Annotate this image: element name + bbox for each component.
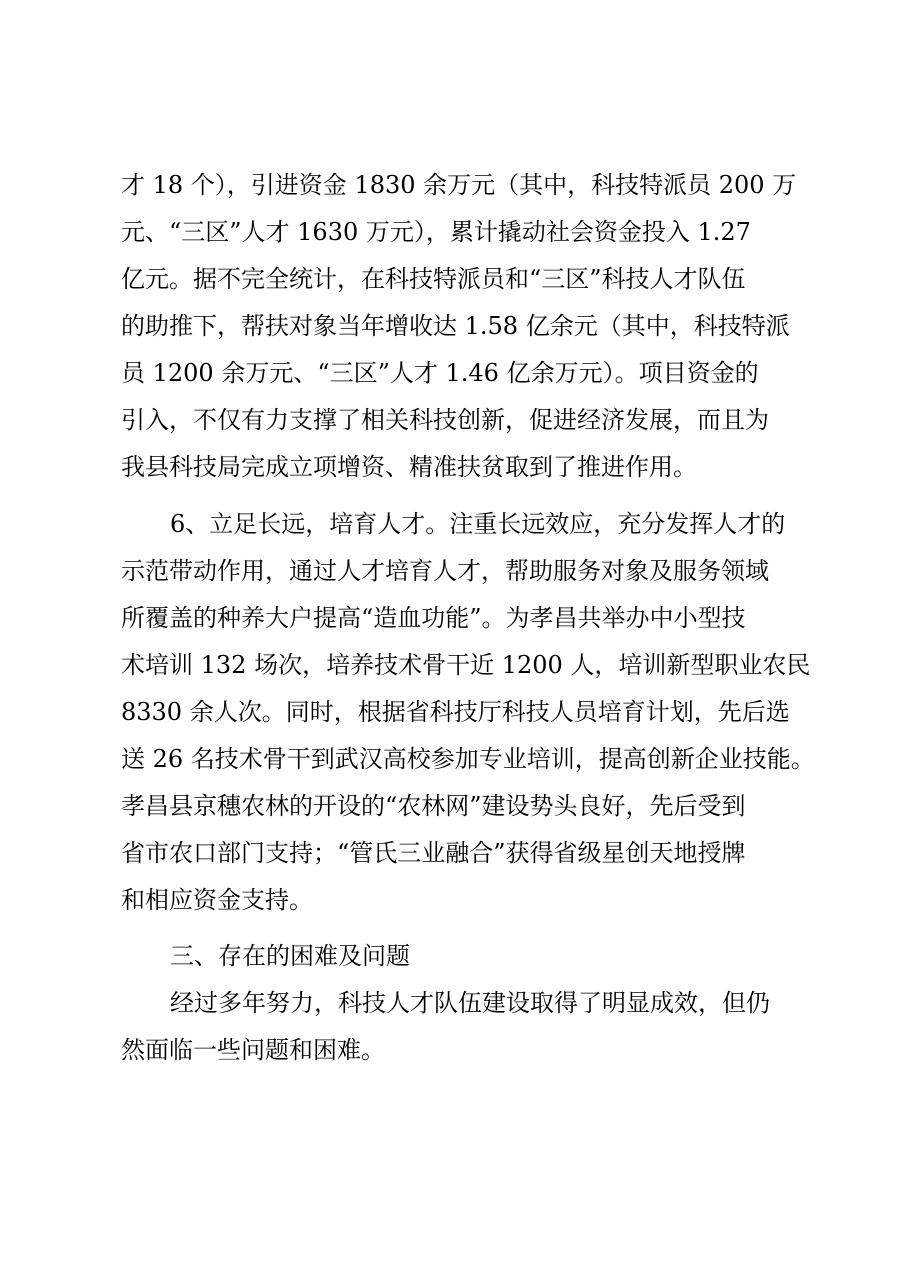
text-line: 员 1200 余万元、“三区”人才 1.46 亿余万元）。项目资金的 [121,359,759,387]
text-line: 和相应资金支持。 [121,886,313,914]
text-line: 术培训 132 场次，培养技术骨干近 1200 人，培训新型职业农民 [121,651,811,679]
text-line: 示范带动作用，通过人才培育人才，帮助服务对象及服务领域 [121,557,769,585]
paragraph-first-line: 6、立足长远，培育人才。注重长远效应，充分发挥人才的 [170,510,786,538]
text-line: 亿元。据不完全统计，在科技特派员和“三区”科技人才队伍 [121,265,746,293]
section-heading: 三、存在的困难及问题 [170,942,410,970]
text-line: 我县科技局完成立项增资、精准扶贫取到了推进作用。 [121,453,697,481]
text-line: 引入，不仅有力支撑了相关科技创新，促进经济发展，而且为 [121,406,769,434]
text-line: 孝昌县京穗农林的开设的“农林网”建设势头良好，先后受到 [121,792,746,820]
text-line: 元、“三区”人才 1630 万元），累计撬动社会资金投入 1.27 [121,218,751,246]
text-line: 然面临一些问题和困难。 [121,1036,385,1064]
text-line: 送 26 名技术骨干到武汉高校参加专业培训，提高创新企业技能。 [121,745,815,773]
text-line: 所覆盖的种养大户提高“造血功能”。为孝昌共举办中小型技 [121,604,746,632]
text-line: 省市农口部门支持；“管氏三业融合”获得省级星创天地授牌 [121,839,746,867]
paragraph-first-line: 经过多年努力，科技人才队伍建设取得了明显成效，但仍 [170,989,770,1017]
text-line: 才 18 个），引进资金 1830 余万元（其中，科技特派员 200 万 [121,171,797,199]
text-line: 8330 余人次。同时，根据省科技厅科技人员培育计划，先后选 [121,698,790,726]
text-line: 的助推下，帮扶对象当年增收达 1.58 亿余元（其中，科技特派 [121,312,790,340]
